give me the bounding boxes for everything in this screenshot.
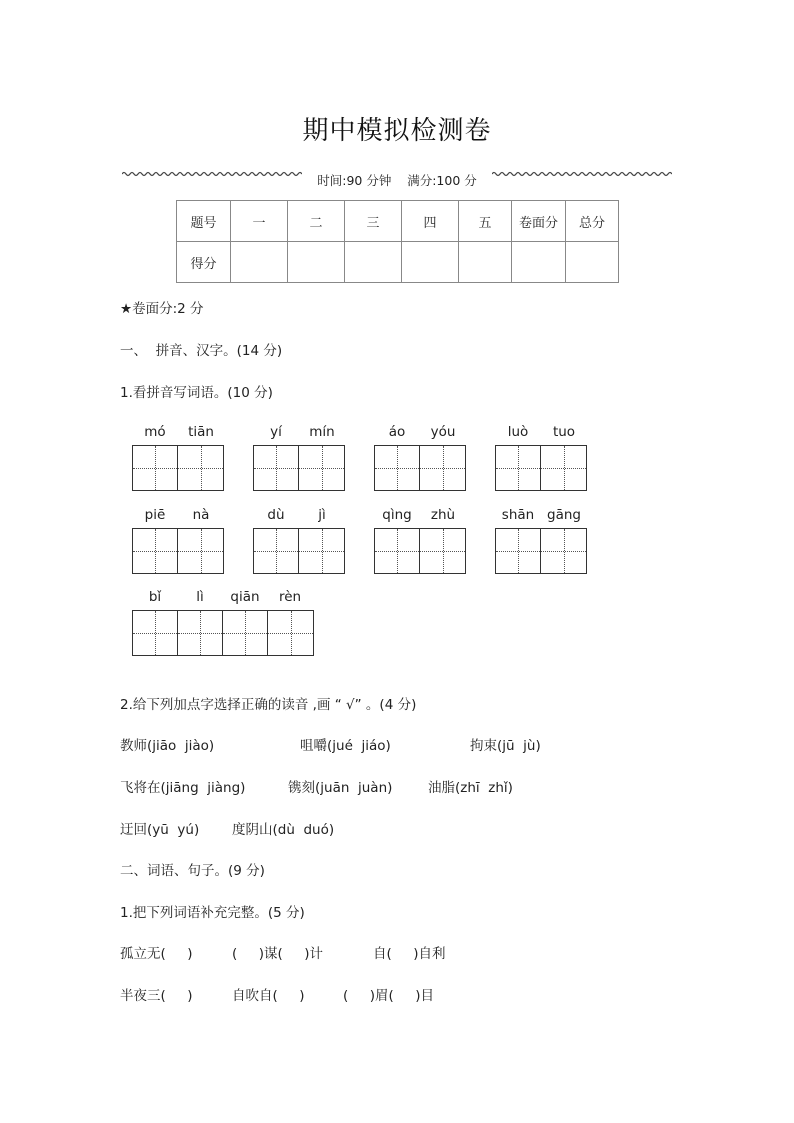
writing-grid[interactable] — [374, 528, 466, 574]
writing-grid[interactable] — [253, 445, 345, 491]
writing-grid[interactable] — [253, 528, 345, 574]
pinyin-label: tuo — [552, 424, 576, 440]
pronunciation-item[interactable]: 油脂(zhī zhǐ) — [428, 780, 513, 796]
pinyin-group — [132, 589, 314, 659]
idiom-blank-item[interactable]: 自吹自( ) — [232, 988, 305, 1004]
page-title: 期中模拟检测卷 — [302, 116, 492, 146]
table-cell: 得分 — [177, 242, 231, 283]
table-cell: 二 — [288, 201, 345, 242]
pinyin-label: áo — [388, 424, 406, 440]
writing-grid[interactable] — [132, 528, 224, 574]
pinyin-group — [253, 507, 345, 577]
pinyin-label: piē — [144, 507, 166, 523]
pinyin-label: bǐ — [148, 589, 162, 605]
table-cell: 四 — [402, 201, 459, 242]
question-2-1-title: 1.把下列词语补充完整。(5 分) — [120, 905, 305, 921]
pronunciation-item[interactable]: 咀嚼(jué jiáo) — [300, 738, 391, 754]
pinyin-label: mó — [144, 424, 166, 440]
score-input-cell[interactable] — [288, 242, 345, 283]
idiom-blank-item[interactable]: ( )眉( )目 — [343, 988, 434, 1004]
score-input-cell[interactable] — [566, 242, 619, 283]
writing-grid[interactable] — [495, 528, 587, 574]
pinyin-label: jì — [318, 507, 326, 523]
pinyin-label: mín — [309, 424, 335, 440]
pronunciation-item[interactable]: 度阴山(dù duó) — [232, 822, 335, 838]
decorative-wave-right — [492, 167, 672, 181]
table-cell: 卷面分 — [512, 201, 566, 242]
question-1-2-title: 2.给下列加点字选择正确的读音 ,画 “ √” 。(4 分) — [120, 697, 417, 713]
pinyin-label: luò — [507, 424, 529, 440]
idiom-blank-item[interactable]: 孤立无( ) — [120, 946, 193, 962]
pinyin-label: zhù — [430, 507, 456, 523]
idiom-blank-item[interactable]: ( )谋( )计 — [232, 946, 323, 962]
section-2-heading: 二、词语、句子。(9 分) — [120, 863, 265, 879]
pronunciation-item[interactable]: 飞将在(jiāng jiàng) — [120, 780, 246, 796]
section-1-heading: 一、 拼音、汉字。(14 分) — [120, 343, 283, 359]
pinyin-label: shān — [501, 507, 535, 523]
score-table-score-row — [177, 242, 619, 283]
pinyin-group — [132, 507, 224, 577]
pinyin-label: lì — [196, 589, 204, 605]
pinyin-label: yóu — [430, 424, 456, 440]
pinyin-label: yí — [270, 424, 282, 440]
score-input-cell[interactable] — [512, 242, 566, 283]
pinyin-group — [374, 424, 466, 494]
question-1-1-title: 1.看拼音写词语。(10 分) — [120, 385, 273, 401]
neatness-score-note: ★卷面分:2 分 — [120, 301, 204, 317]
pinyin-label: nà — [192, 507, 210, 523]
score-table-header-row — [177, 201, 619, 242]
score-input-cell[interactable] — [402, 242, 459, 283]
table-cell: 五 — [459, 201, 512, 242]
pinyin-label: qìng — [382, 507, 412, 523]
table-cell: 总分 — [566, 201, 619, 242]
pronunciation-item[interactable]: 拘束(jū jù) — [470, 738, 541, 754]
pinyin-label: tiān — [188, 424, 214, 440]
pinyin-group — [253, 424, 345, 494]
pinyin-group — [495, 424, 587, 494]
idiom-blank-item[interactable]: 自( )自利 — [373, 946, 446, 962]
table-cell: 一 — [231, 201, 288, 242]
writing-grid[interactable] — [495, 445, 587, 491]
pinyin-group — [495, 507, 587, 577]
pinyin-group — [374, 507, 466, 577]
score-input-cell[interactable] — [231, 242, 288, 283]
score-input-cell[interactable] — [345, 242, 402, 283]
writing-grid[interactable] — [374, 445, 466, 491]
table-cell: 题号 — [177, 201, 231, 242]
pinyin-label: gāng — [547, 507, 581, 523]
score-table — [176, 200, 619, 283]
table-cell: 三 — [345, 201, 402, 242]
idiom-blank-item[interactable]: 半夜三( ) — [120, 988, 193, 1004]
pinyin-label: qiān — [230, 589, 260, 605]
writing-grid[interactable] — [132, 445, 224, 491]
pronunciation-item[interactable]: 教师(jiāo jiào) — [120, 738, 215, 754]
score-input-cell[interactable] — [459, 242, 512, 283]
pinyin-label: dù — [267, 507, 285, 523]
pinyin-label: rèn — [278, 589, 302, 605]
pinyin-group — [132, 424, 224, 494]
exam-time-and-score: 时间:90 分钟 满分:100 分 — [317, 173, 477, 188]
pronunciation-item[interactable]: 迂回(yū yú) — [120, 822, 200, 838]
writing-grid[interactable] — [132, 610, 314, 656]
pronunciation-item[interactable]: 镌刻(juān juàn) — [288, 780, 393, 796]
